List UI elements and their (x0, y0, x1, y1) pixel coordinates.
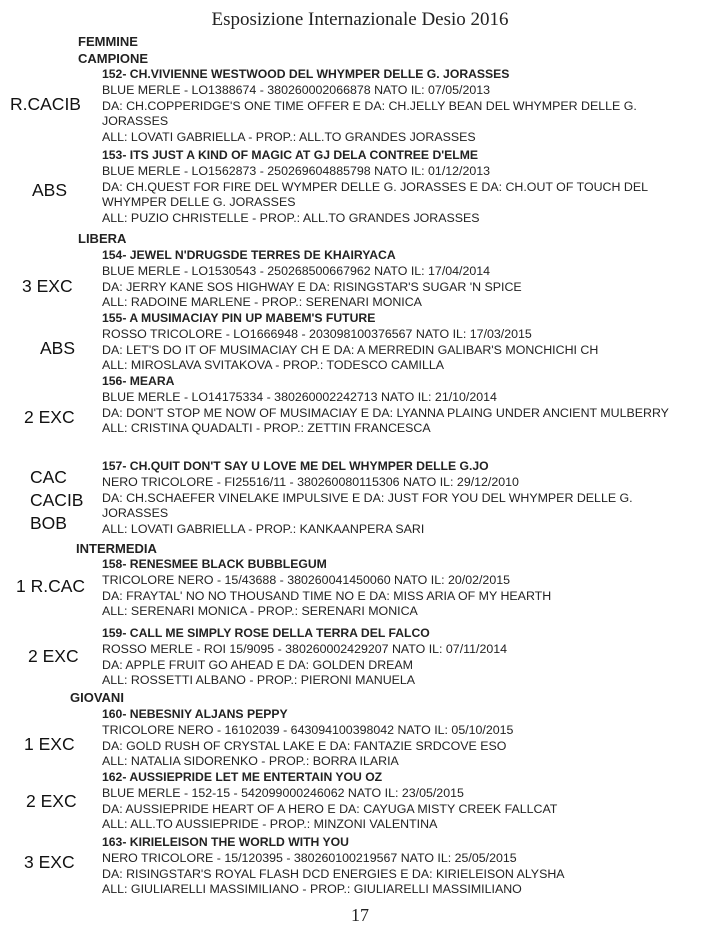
award-label: 2 EXC (26, 791, 77, 811)
dog-name: 153- ITS JUST A KIND OF MAGIC AT GJ DELA CONTREE D'ELME (102, 148, 478, 162)
dog-owners: ALL: LOVATI GABRIELLA - PROP.: KANKAANPERA SARI (102, 522, 425, 537)
award-label: ABS (32, 180, 68, 200)
dog-parents: DA: AUSSIEPRIDE HEART OF A HERO E DA: CAYUGA MISTY CREEK FALLCAT (102, 801, 558, 816)
award-label: R.CACIB (10, 94, 81, 114)
dog-details: ROSSO TRICOLORE - LO1666948 - 203098100376567 NATO IL: 17/03/2015 (102, 326, 532, 341)
dog-entry (102, 374, 702, 437)
dog-parents: DA: GOLD RUSH OF CRYSTAL LAKE E DA: FANTAZIE SRDCOVE ESO (102, 738, 507, 753)
dog-name: 160- NEBESNIY ALJANS PEPPY (102, 707, 288, 721)
section-femmine: FEMMINE (78, 34, 138, 49)
dog-owners: ALL: PUZIO CHRISTELLE - PROP.: ALL.TO GRANDES JORASSES (102, 211, 480, 226)
award-label: ABS (40, 338, 76, 358)
section-libera: LIBERA (78, 231, 127, 246)
dog-entry (102, 311, 702, 374)
award-label: CAC (30, 467, 67, 487)
dog-parents: DA: DON'T STOP ME NOW OF MUSIMACIAY E DA: LYANNA PLAING UNDER ANCIENT MULBERRY (102, 405, 669, 420)
dog-entry (102, 67, 702, 146)
dog-entry (102, 835, 702, 898)
dog-name: 156- MEARA (102, 374, 175, 388)
dog-parents: DA: APPLE FRUIT GO AHEAD E DA: GOLDEN DREAM (102, 657, 413, 672)
dog-owners: ALL: ROSSETTI ALBANO - PROP.: PIERONI MANUELA (102, 673, 416, 688)
award-label: BOB (30, 513, 67, 533)
dog-details: BLUE MERLE - LO1388674 - 380260002066878 NATO IL: 07/05/2013 (102, 82, 491, 97)
section-campione: CAMPIONE (78, 51, 149, 66)
dog-details: NERO TRICOLORE - FI25516/11 - 380260080115306 NATO IL: 29/12/2010 (102, 474, 519, 489)
award-label: CACIB (30, 490, 84, 510)
dog-owners: ALL: RADOINE MARLENE - PROP.: SERENARI MONICA (102, 295, 422, 310)
award-label: 3 EXC (22, 276, 73, 296)
dog-owners: ALL: ALL.TO AUSSIEPRIDE - PROP.: MINZONI VALENTINA (102, 817, 438, 832)
dog-owners: ALL: LOVATI GABRIELLA - PROP.: ALL.TO GRANDES JORASSES (102, 130, 476, 145)
dog-details: BLUE MERLE - LO1530543 - 250268500667962 NATO IL: 17/04/2014 (102, 263, 491, 278)
dog-name: 157- CH.QUIT DON'T SAY U LOVE ME DEL WHYMPER DELLE G.JO (102, 459, 489, 473)
dog-parents: DA: CH.COPPERIDGE'S ONE TIME OFFER E DA: CH.JELLY BEAN DEL WHYMPER DELLE G. JORASSES (102, 98, 637, 129)
dog-entry (102, 148, 702, 227)
dog-parents: DA: RISINGSTAR'S ROYAL FLASH DCD ENERGIES E DA: KIRIELEISON ALYSHA (102, 866, 565, 881)
dog-owners: ALL: MIROSLAVA SVITAKOVA - PROP.: TODESCO CAMILLA (102, 358, 445, 373)
dog-name: 155- A MUSIMACIAY PIN UP MABEM'S FUTURE (102, 311, 376, 325)
dog-entry (102, 707, 702, 770)
dog-details: ROSSO MERLE - ROI 15/9095 - 380260002429207 NATO IL: 07/11/2014 (102, 641, 508, 656)
dog-owners: ALL: NATALIA SIDORENKO - PROP.: BORRA ILARIA (102, 754, 399, 769)
dog-owners: ALL: SERENARI MONICA - PROP.: SERENARI MONICA (102, 604, 418, 619)
dog-details: BLUE MERLE - 152-15 - 542099000246062 NATO IL: 23/05/2015 (102, 785, 464, 800)
dog-parents: DA: CH.SCHAEFER VINELAKE IMPULSIVE E DA: JUST FOR YOU DEL WHYMPER DELLE G. JORASSES (102, 490, 633, 521)
section-intermedia: INTERMEDIA (76, 541, 157, 556)
dog-entry (102, 626, 702, 689)
dog-name: 159- CALL ME SIMPLY ROSE DELLA TERRA DEL FALCO (102, 626, 430, 640)
dog-entry (102, 770, 702, 833)
dog-parents: DA: JERRY KANE SOS HIGHWAY E DA: RISINGSTAR'S SUGAR 'N SPICE (102, 279, 522, 294)
award-label: 2 EXC (28, 646, 79, 666)
page-title: Esposizione Internazionale Desio 2016 (211, 9, 509, 30)
dog-details: NERO TRICOLORE - 15/120395 - 380260100219567 NATO IL: 25/05/2015 (102, 850, 517, 865)
dog-owners: ALL: GIULIARELLI MASSIMILIANO - PROP.: GIULIARELLI MASSIMILIANO (102, 882, 522, 897)
award-label: 1 R.CAC (16, 576, 86, 596)
dog-owners: ALL: CRISTINA QUADALTI - PROP.: ZETTIN FRANCESCA (102, 421, 431, 436)
dog-details: BLUE MERLE - LO14175334 - 380260002242713 NATO IL: 21/10/2014 (102, 389, 497, 404)
dog-name: 162- AUSSIEPRIDE LET ME ENTERTAIN YOU OZ (102, 770, 383, 784)
page-number: 17 (351, 905, 369, 925)
dog-parents: DA: LET'S DO IT OF MUSIMACIAY CH E DA: A MERREDIN GALIBAR'S MONCHICHI CH (102, 342, 599, 357)
award-label: 3 EXC (24, 852, 75, 872)
section-giovani: GIOVANI (70, 690, 124, 705)
dog-name: 152- CH.VIVIENNE WESTWOOD DEL WHYMPER DELLE G. JORASSES (102, 67, 510, 81)
dog-name: 163- KIRIELEISON THE WORLD WITH YOU (102, 835, 349, 849)
dog-parents: DA: FRAYTAL' NO NO THOUSAND TIME NO E DA: MISS ARIA OF MY HEARTH (102, 588, 552, 603)
award-label: 1 EXC (24, 734, 75, 754)
dog-entry (102, 248, 702, 311)
dog-details: TRICOLORE NERO - 15/43688 - 380260041450060 NATO IL: 20/02/2015 (102, 572, 510, 587)
dog-parents: DA: CH.QUEST FOR FIRE DEL WYMPER DELLE G. JORASSES E DA: CH.OUT OF TOUCH DEL WHYMPER DELLE G. JORASSES (102, 179, 648, 210)
dog-name: 158- RENESMEE BLACK BUBBLEGUM (102, 557, 327, 571)
dog-entry (102, 557, 702, 620)
dog-entry (102, 459, 702, 538)
dog-details: TRICOLORE NERO - 16102039 - 643094100398042 NATO IL: 05/10/2015 (102, 722, 514, 737)
award-label: 2 EXC (24, 407, 75, 427)
dog-details: BLUE MERLE - LO1562873 - 250269604885798 NATO IL: 01/12/2013 (102, 163, 491, 178)
dog-name: 154- JEWEL N'DRUGSDE TERRES DE KHAIRYACA (102, 248, 396, 262)
